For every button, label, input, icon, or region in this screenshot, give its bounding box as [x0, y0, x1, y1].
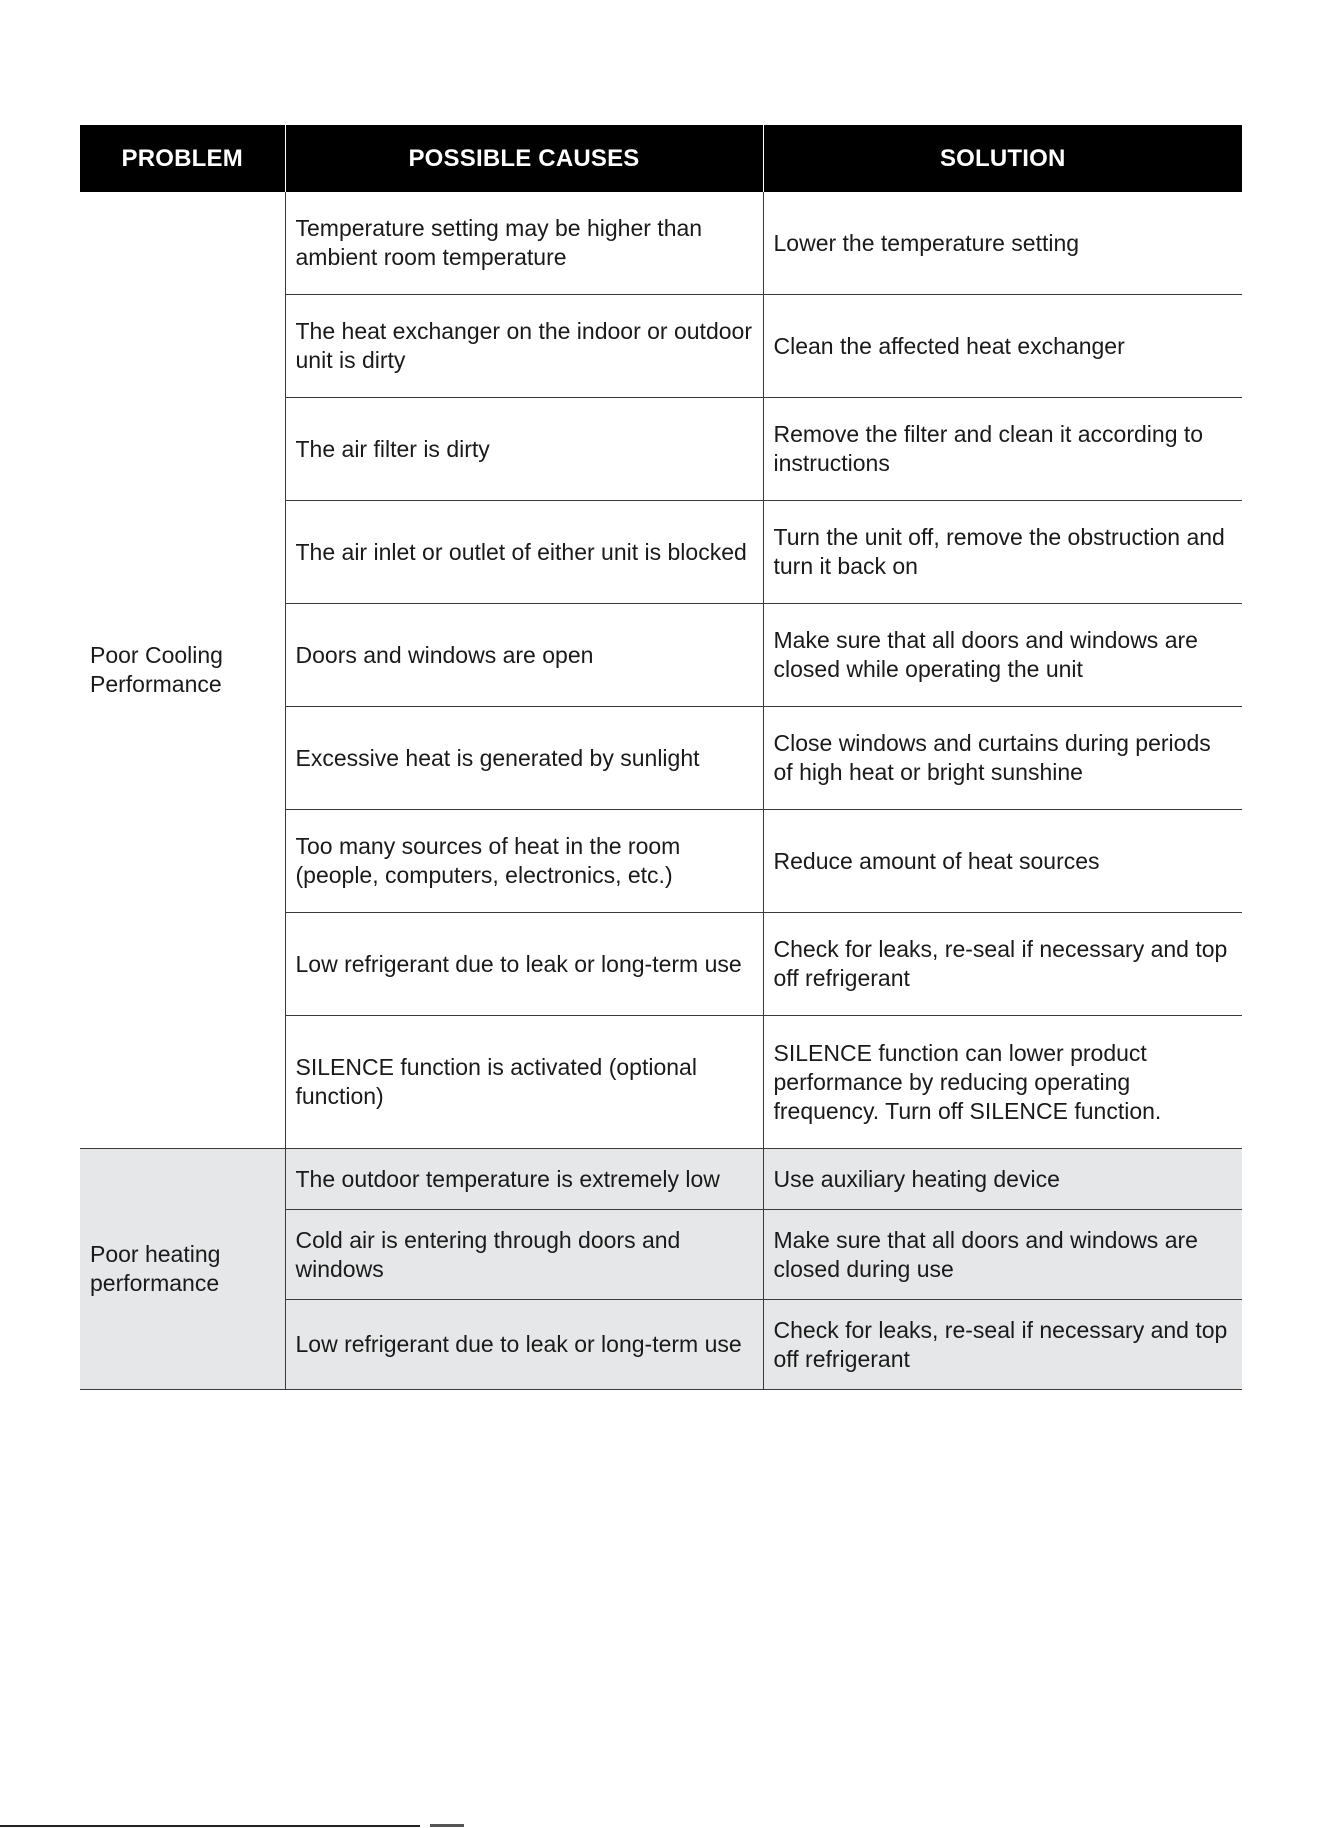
- cause-cell: Temperature setting may be higher than ambient room temperature: [285, 192, 763, 295]
- solution-cell: Make sure that all doors and windows are closed during use: [763, 1210, 1242, 1300]
- page-bottom-mark: [430, 1824, 464, 1827]
- cause-cell: Excessive heat is generated by sunlight: [285, 707, 763, 810]
- problem-poor-heating: Poor heating performance: [80, 1149, 285, 1390]
- solution-cell: SILENCE function can lower product performance by reducing operating frequency. Turn off SILENCE function.: [763, 1016, 1242, 1149]
- header-problem: PROBLEM: [80, 125, 285, 192]
- cause-cell: The air inlet or outlet of either unit is blocked: [285, 501, 763, 604]
- table-body: [80, 192, 1242, 1390]
- solution-cell: Clean the affected heat exchanger: [763, 295, 1242, 398]
- cause-cell: Cold air is entering through doors and windows: [285, 1210, 763, 1300]
- header-row: [80, 125, 1242, 192]
- cause-cell: SILENCE function is activated (optional function): [285, 1016, 763, 1149]
- cause-cell: Doors and windows are open: [285, 604, 763, 707]
- problem-poor-cooling: Poor Cooling Performance: [80, 192, 285, 1149]
- header-possible-causes: POSSIBLE CAUSES: [285, 125, 763, 192]
- page-bottom-rule: [0, 1825, 420, 1827]
- cause-cell: Low refrigerant due to leak or long-term use: [285, 1300, 763, 1390]
- header-solution: SOLUTION: [763, 125, 1242, 192]
- solution-cell: Close windows and curtains during periods of high heat or bright sunshine: [763, 707, 1242, 810]
- solution-cell: Check for leaks, re-seal if necessary and top off refrigerant: [763, 1300, 1242, 1390]
- cause-cell: The heat exchanger on the indoor or outdoor unit is dirty: [285, 295, 763, 398]
- solution-cell: Turn the unit off, remove the obstruction and turn it back on: [763, 501, 1242, 604]
- solution-cell: Lower the temperature setting: [763, 192, 1242, 295]
- troubleshooting-table: [80, 125, 1242, 1390]
- cause-cell: Too many sources of heat in the room (people, computers, electronics, etc.): [285, 810, 763, 913]
- solution-cell: Check for leaks, re-seal if necessary and top off refrigerant: [763, 913, 1242, 1016]
- table-row: [80, 1149, 1242, 1210]
- table-row: [80, 192, 1242, 295]
- cause-cell: The air filter is dirty: [285, 398, 763, 501]
- cause-cell: The outdoor temperature is extremely low: [285, 1149, 763, 1210]
- solution-cell: Remove the filter and clean it according to instructions: [763, 398, 1242, 501]
- cause-cell: Low refrigerant due to leak or long-term use: [285, 913, 763, 1016]
- solution-cell: Use auxiliary heating device: [763, 1149, 1242, 1210]
- solution-cell: Make sure that all doors and windows are closed while operating the unit: [763, 604, 1242, 707]
- solution-cell: Reduce amount of heat sources: [763, 810, 1242, 913]
- table-header: [80, 125, 1242, 192]
